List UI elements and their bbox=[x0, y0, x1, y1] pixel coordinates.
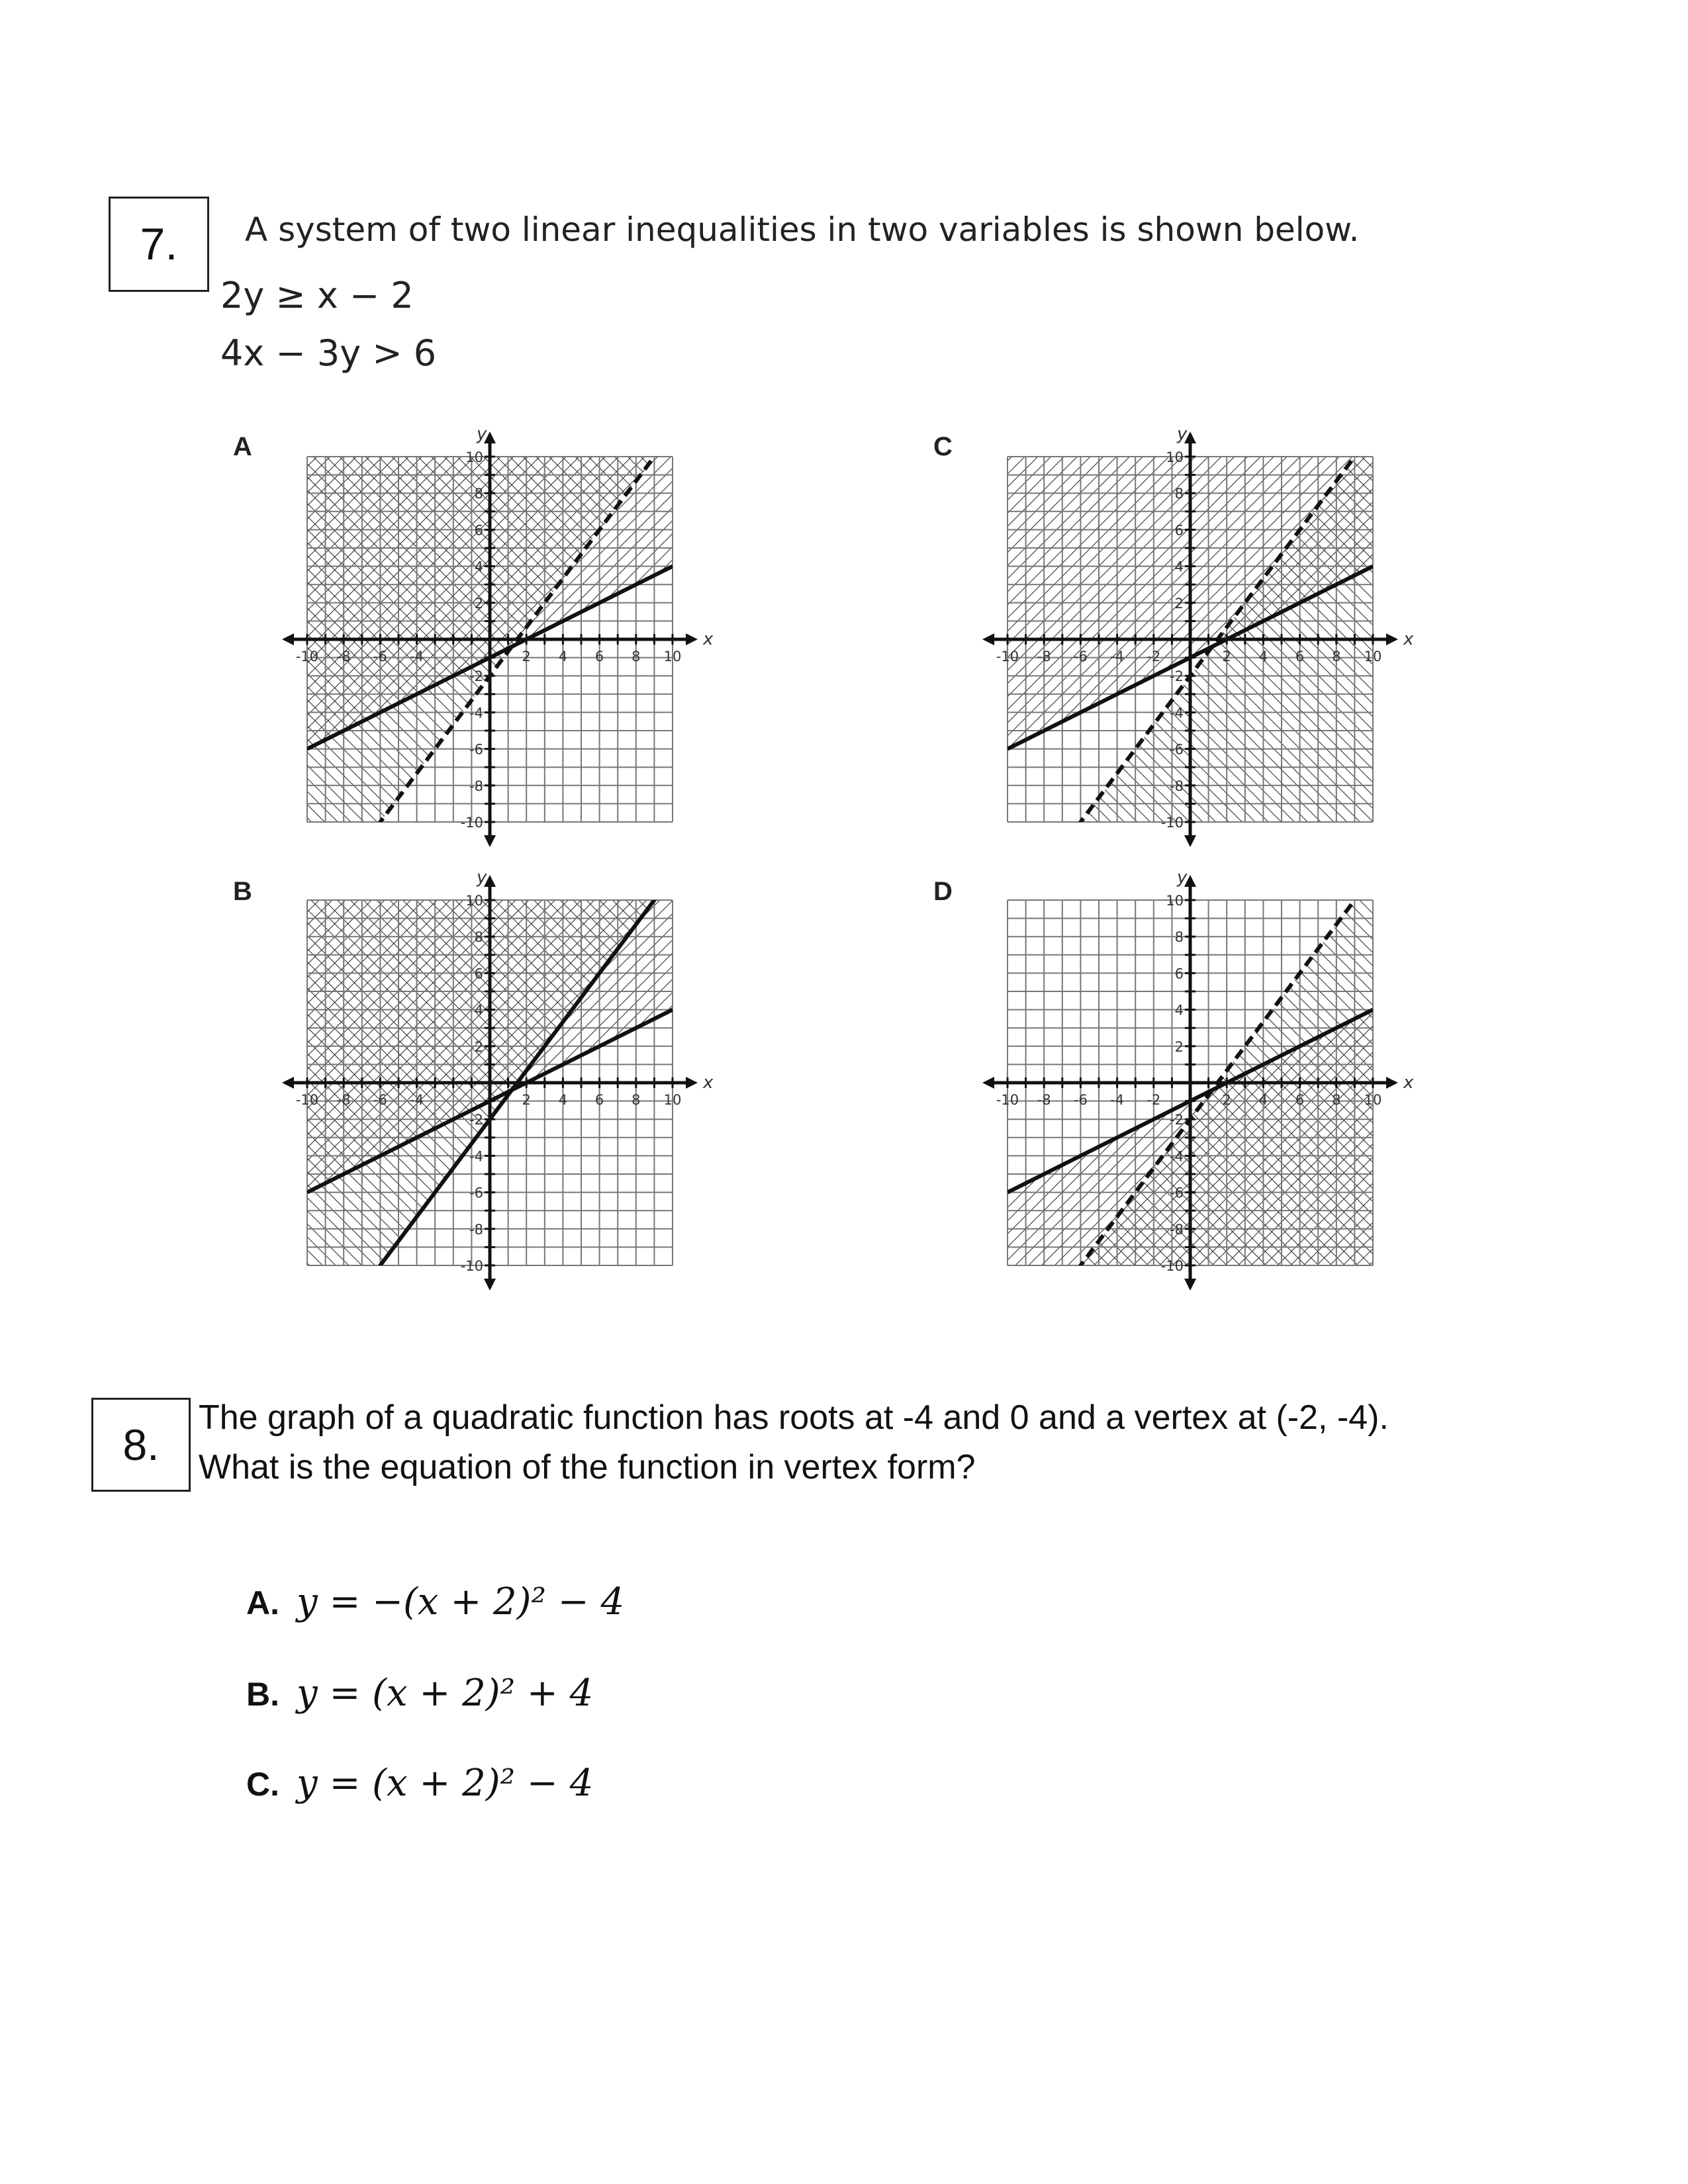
graph-d-x-tick-label: -6 bbox=[1073, 1092, 1088, 1108]
graph-d-y-tick-label: 10 bbox=[1166, 893, 1184, 909]
graph-c-x-tick-label: -6 bbox=[1073, 649, 1088, 664]
graph-d-arrow-right bbox=[1386, 1077, 1398, 1089]
graph-a-x-tick-label: -8 bbox=[336, 649, 351, 664]
graph-a-y-tick-label: 2 bbox=[474, 595, 483, 612]
graph-c-x-tick-label: -4 bbox=[1110, 649, 1125, 664]
graph-d-x-label: x bbox=[1403, 1073, 1414, 1093]
graph-d-y-tick-label: 2 bbox=[1174, 1038, 1184, 1055]
graph-d-y-tick-label: 6 bbox=[1174, 966, 1184, 982]
question-8-number: 8. bbox=[91, 1398, 191, 1492]
graph-d-arrow-left bbox=[982, 1077, 994, 1089]
graph-b-arrow-right bbox=[686, 1077, 698, 1089]
graph-b-x-tick-label: 10 bbox=[663, 1092, 682, 1108]
question-7-prompt: A system of two linear inequalities in two variables is shown below. bbox=[245, 210, 1360, 249]
graph-b-y-tick-label: -6 bbox=[469, 1185, 483, 1201]
graph-a-x-tick-label: -4 bbox=[410, 649, 424, 664]
graph-c-y-tick-label: 10 bbox=[1166, 449, 1184, 465]
graph-b-y-tick-label: -4 bbox=[469, 1148, 483, 1165]
graph-b-y-tick-label: 6 bbox=[474, 966, 483, 982]
graph-c-shading bbox=[1008, 0, 1373, 1735]
graph-d-arrow-down bbox=[1184, 1279, 1196, 1291]
graph-a-y-tick-label: 4 bbox=[474, 559, 483, 575]
graph-b-x-tick-label: -4 bbox=[410, 1092, 424, 1108]
graph-b-x-label: x bbox=[703, 1073, 714, 1093]
graph-b-x-tick-label: 4 bbox=[558, 1092, 568, 1108]
graph-a-x-tick-label: 6 bbox=[594, 649, 604, 664]
graph-d bbox=[982, 868, 1414, 2179]
choice-c-letter: C. bbox=[246, 1766, 279, 1803]
graph-a-y-tick-label: 10 bbox=[465, 449, 483, 465]
graph-c-x-tick-label: 8 bbox=[1332, 649, 1341, 664]
graph-c bbox=[982, 0, 1414, 1735]
graph-d-y-tick-label: -10 bbox=[1160, 1258, 1184, 1274]
graph-b-x-tick-label: -6 bbox=[373, 1092, 387, 1108]
choice-b-letter: B. bbox=[246, 1676, 279, 1713]
graph-c-x-tick-label: -10 bbox=[996, 649, 1019, 664]
graph-b-y-tick-label: 8 bbox=[474, 929, 483, 946]
choice-a[interactable] bbox=[246, 1580, 624, 1623]
graph-c-y-tick-label: -6 bbox=[1170, 741, 1184, 758]
graph-c-x-tick-label: -8 bbox=[1037, 649, 1051, 664]
graph-b-y-tick-label: 10 bbox=[465, 893, 483, 909]
graph-c-x-tick-label: 10 bbox=[1364, 649, 1382, 664]
graph-a-y-tick-label: -10 bbox=[460, 815, 483, 831]
graph-c-x-tick-label: 4 bbox=[1258, 649, 1268, 664]
graph-a-x-tick-label: 2 bbox=[522, 649, 531, 664]
graph-d-x-tick-label: 8 bbox=[1332, 1092, 1341, 1108]
graph-b-letter: B bbox=[233, 877, 252, 906]
graph-c-y-tick-label: -10 bbox=[1160, 815, 1184, 831]
graph-c-arrow-left bbox=[982, 633, 994, 645]
graph-a-arrow-down bbox=[484, 835, 496, 847]
graph-d-x-tick-label: 4 bbox=[1258, 1092, 1268, 1108]
graph-c-y-tick-label: 4 bbox=[1174, 559, 1184, 575]
choice-c-equation: y = (x + 2)² − 4 bbox=[297, 1762, 594, 1805]
graph-b-x-tick-label: -8 bbox=[336, 1092, 351, 1108]
graph-b-y-tick-label: -10 bbox=[460, 1258, 483, 1274]
graph-b-arrow-down bbox=[484, 1279, 496, 1291]
graph-d-x-tick-label: 2 bbox=[1222, 1092, 1231, 1108]
graph-d-letter: D bbox=[933, 877, 953, 906]
graph-a-x-tick-label: 4 bbox=[558, 649, 568, 664]
graph-a-x-tick-label: -6 bbox=[373, 649, 387, 664]
graph-d-x-tick-label: -8 bbox=[1037, 1092, 1051, 1108]
graph-b-arrow-left bbox=[282, 1077, 294, 1089]
graph-a-y-label: y bbox=[477, 424, 487, 444]
graph-d-y-label: y bbox=[1177, 868, 1188, 887]
graph-a-y-tick-label: 8 bbox=[474, 486, 483, 502]
graph-b-x-tick-label: 8 bbox=[632, 1092, 641, 1108]
graph-d-y-tick-label: -6 bbox=[1170, 1185, 1184, 1201]
question-7-number: 7. bbox=[109, 197, 209, 292]
graph-a-x-tick-label: -10 bbox=[295, 649, 319, 664]
graph-b-y-tick-label: -8 bbox=[469, 1221, 483, 1238]
graph-c-y-tick-label: -2 bbox=[1170, 668, 1184, 685]
graph-c-y-tick-label: -8 bbox=[1170, 778, 1184, 794]
graph-a-y-tick-label: -2 bbox=[469, 668, 483, 685]
graph-c-arrow-down bbox=[1184, 835, 1196, 847]
graph-c-y-tick-label: -4 bbox=[1170, 705, 1184, 721]
graph-b-y-tick-label: 2 bbox=[474, 1038, 483, 1055]
graph-d-y-tick-label: 4 bbox=[1174, 1002, 1184, 1019]
graph-b-y-tick-label: -2 bbox=[469, 1112, 483, 1128]
graph-c-arrow-right bbox=[1386, 633, 1398, 645]
graph-d-x-tick-label: -10 bbox=[996, 1092, 1019, 1108]
graph-c-x-tick-label: -2 bbox=[1147, 649, 1161, 664]
graph-d-x-tick-label: 6 bbox=[1295, 1092, 1305, 1108]
graph-c-y-label: y bbox=[1177, 424, 1188, 444]
choice-c[interactable] bbox=[246, 1762, 593, 1805]
graph-a-letter: A bbox=[233, 432, 252, 461]
graph-c-x-label: x bbox=[1403, 629, 1414, 649]
graph-a-y-tick-label: -4 bbox=[469, 705, 483, 721]
graph-d-x-tick-label: -2 bbox=[1147, 1092, 1161, 1108]
graph-a-x-tick-label: 10 bbox=[663, 649, 682, 664]
graph-a-x-tick-label: 8 bbox=[632, 649, 641, 664]
inequality-1: 2y ≥ x − 2 bbox=[220, 275, 414, 316]
graph-c-x-tick-label: 6 bbox=[1295, 649, 1305, 664]
inequality-2: 4x − 3y > 6 bbox=[220, 332, 437, 374]
graph-d-x-tick-label: -4 bbox=[1110, 1092, 1125, 1108]
graph-d-x-tick-label: 10 bbox=[1364, 1092, 1382, 1108]
graph-c-letter: C bbox=[933, 432, 953, 461]
graph-a-x-label: x bbox=[703, 629, 714, 649]
graph-b-x-tick-label: 2 bbox=[522, 1092, 531, 1108]
graph-a-y-tick-label: 6 bbox=[474, 522, 483, 539]
graph-d-y-tick-label: 8 bbox=[1174, 929, 1184, 946]
choice-a-equation: y = −(x + 2)² − 4 bbox=[297, 1580, 625, 1623]
graph-d-y-tick-label: -8 bbox=[1170, 1221, 1184, 1238]
graph-d-y-tick-label: -4 bbox=[1170, 1148, 1184, 1165]
graph-c-y-tick-label: 6 bbox=[1174, 522, 1184, 539]
question-8-prompt-line-1: The graph of a quadratic function has roots at -4 and 0 and a vertex at (-2, -4). bbox=[199, 1398, 1389, 1437]
graph-a-arrow-left bbox=[282, 633, 294, 645]
choice-a-letter: A. bbox=[246, 1584, 279, 1621]
graph-c-x-tick-label: 2 bbox=[1222, 649, 1231, 664]
graph-a bbox=[282, 0, 714, 919]
graph-c-y-tick-label: 2 bbox=[1174, 595, 1184, 612]
graph-a-y-tick-label: -6 bbox=[469, 741, 483, 758]
choice-b[interactable] bbox=[246, 1672, 593, 1715]
graph-b-y-tick-label: 4 bbox=[474, 1002, 483, 1019]
graph-d-y-tick-label: -2 bbox=[1170, 1112, 1184, 1128]
graph-b-x-tick-label: -10 bbox=[295, 1092, 319, 1108]
choice-b-equation: y = (x + 2)² + 4 bbox=[297, 1672, 594, 1715]
graph-b-y-label: y bbox=[477, 868, 487, 887]
question-8-prompt-line-2: What is the equation of the function in vertex form? bbox=[199, 1448, 976, 1486]
graph-a-y-tick-label: -8 bbox=[469, 778, 483, 794]
graph-a-arrow-right bbox=[686, 633, 698, 645]
graph-c-y-tick-label: 8 bbox=[1174, 486, 1184, 502]
graph-b-x-tick-label: 6 bbox=[594, 1092, 604, 1108]
